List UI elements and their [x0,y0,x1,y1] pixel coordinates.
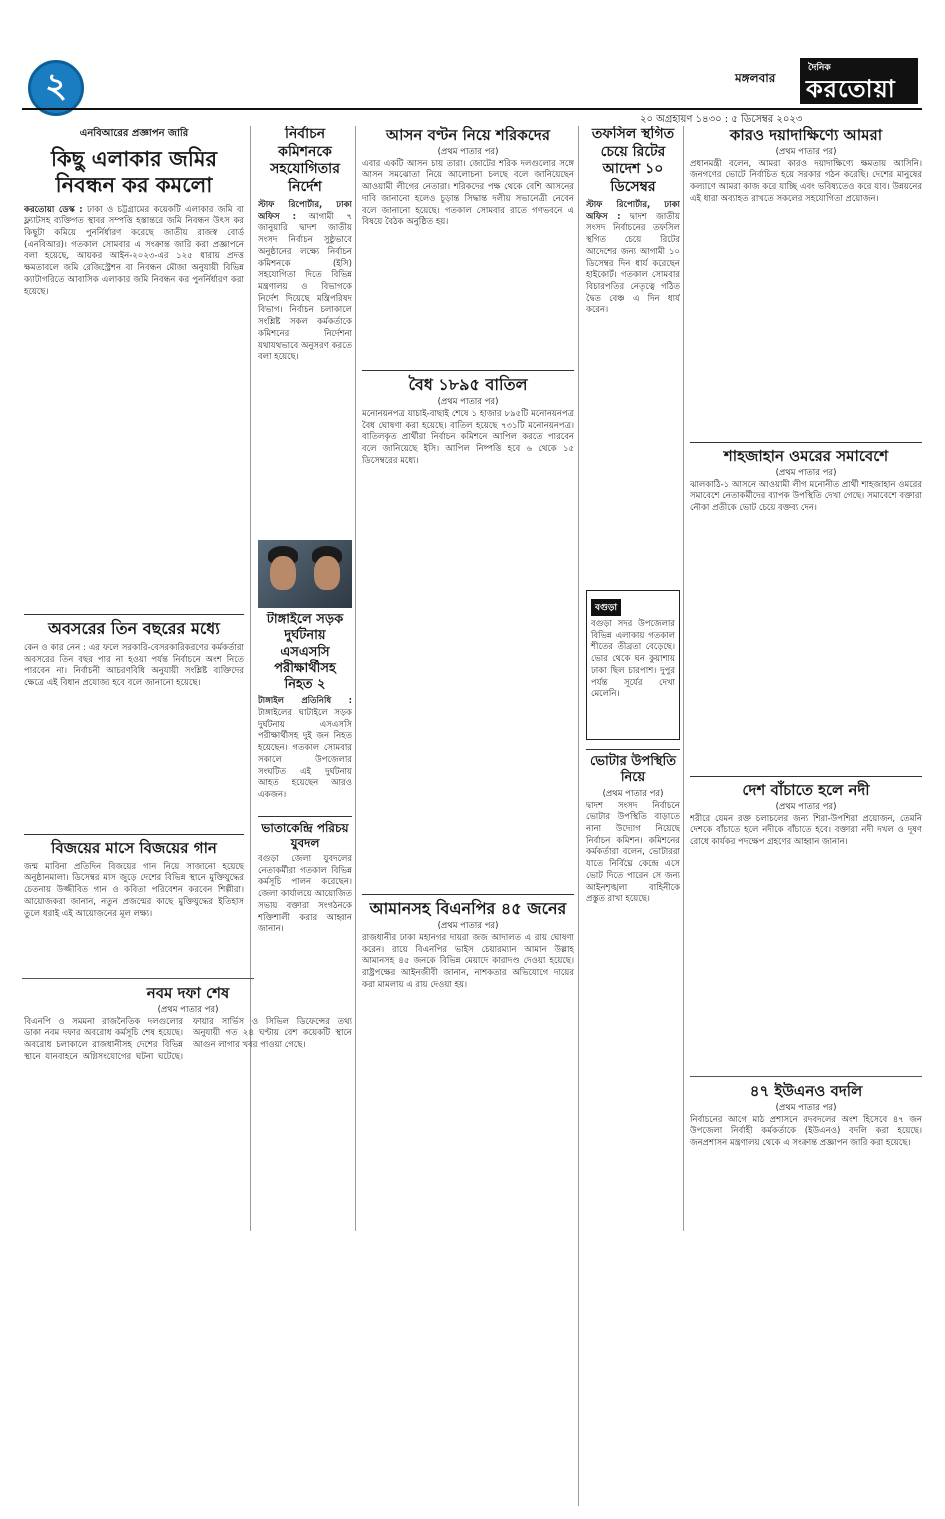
article-headline: ৪৭ ইউএনও বদলি [749,1082,863,1100]
article-no-mercy [690,126,922,434]
article-victory-song [24,830,244,975]
photo-face [314,556,340,590]
article-tangail-accident [258,612,352,807]
column-divider [683,126,684,1231]
article-schedule-stay [586,126,680,586]
article-text: ঝালকাঠি-১ আসনে আওয়ামী লীগ মনোনীত প্রার্থী শাহজাহান ওমরের সমাবেশে নেতাকর্মীদের ব্যাপক উপস্থিতি দেখা গেছে। সমাবেশে বক্তারা নৌকা প্রতীকে ভোট চেয়ে বক্তব্য দেন। [690,479,922,514]
article-headline: অবসরের তিন বছরের মধ্যে [48,619,220,638]
article-body [258,200,352,364]
masthead-rule [22,108,922,110]
article-text: বিএনপি ও সমমনা রাজনৈতিক দলগুলোর ডাকা নবম দফার অবরোধ কর্মসূচি শেষ হয়েছে। অবরোধ চলাকালে রাজধানীসহ দেশের বিভিন্ন স্থানে যানবাহনে অগ্নিসংযোগের ঘটনা ঘটেছে। ফায়ার সার্ভিস ও সিভিল ডিফেন্সের তথ্য অনুযায়ী গত ২৪ ঘণ্টায় বেশ কয়েকটি স্থানে আগুন লাগার খবর পাওয়া গেছে। [24,1016,352,1062]
article-headline: ভোটার উপস্থিতি নিয়ে [589,754,676,786]
article-kicker: (প্রথম পাতার পর) [775,801,837,812]
column-divider [578,126,579,1506]
article-three-years [24,610,244,825]
article-body [24,205,244,299]
page-number-badge: ২ [28,60,84,116]
article-kicker: এনবিআরের প্রজ্ঞাপন জারি [79,128,189,139]
article-headline: বৈধ ১৮৯৫ বাতিল [408,375,528,394]
article-text: এবার একটি আসন চায় তারা। জোটের শরিক দলগুলোর সঙ্গে আসন সমঝোতা নিয়ে আলোচনা চলছে বলে জানিয়েছেন আওয়ামী লীগের নেতারা। শরিকদের পক্ষ থেকে বেশি আসনের দাবি জানানো হলেও চূড়ান্ত সিদ্ধান্ত দলীয় সভানেত্রী নেবেন বলে জানানো হয়েছে। গতকাল সোমবার রাতে গণভবনে এ বিষয়ে বৈঠক অনুষ্ঠিত হয়। [362,158,574,228]
article-headline: তফসিল স্থগিত চেয়ে রিটের আদেশ ১০ ডিসেম্বর [591,126,675,195]
article-body [586,200,680,317]
article-text: মনোনয়নপত্র যাচাই-বাছাই শেষে ১ হাজার ৮৯৫টি মনোনয়নপত্র বৈধ ঘোষণা করা হয়েছে। বাতিল হয়েছে ৭৩১টি মনোনয়নপত্র। বাতিলকৃত প্রার্থীরা নির্বাচন কমিশনে আপিল করতে পারবেন বলে জানিয়েছে ইসি। আপিল নিষ্পত্তি হবে ৬ থেকে ১৫ ডিসেম্বরের মধ্যে। [362,409,574,466]
divider [24,614,244,615]
article-save-river [690,772,922,1072]
article-land-registration [24,126,244,606]
divider [690,776,922,777]
divider [258,816,352,817]
article-kicker: (প্রথম পাতার পর) [775,467,837,478]
article-text: রাজধানীর ঢাকা মহানগর দায়রা জজ আদালত এ রায় ঘোষণা করেন। রায়ে বিএনপির ভাইস চেয়ারম্যান আমান উল্লাহ আমানসহ ৪৫ জনকে বিভিন্ন মেয়াদে কারাদণ্ড দেওয়া হয়েছে। রাষ্ট্রপক্ষের আইনজীবী জানান, নাশকতার অভিযোগে দায়ের করা মামলায় এ রায় দেওয়া হয়। [362,933,574,990]
article-headline: কারও দয়াদাক্ষিণ্যে আমরা [729,126,883,144]
article-headline: নবম দফা শেষ [146,984,230,1002]
article-bnp-verdict [362,890,574,1220]
article-headline: আমানসহ বিএনপির ৪৫ জনের [369,899,567,918]
article-text: নির্বাচনের আগে মাঠ প্রশাসনে রদবদলের অংশ হিসেবে ৪৭ জন উপজেলা নির্বাহী কর্মকর্তাকে (ইউএনও) বদলি করা হয়েছে। জনপ্রশাসন মন্ত্রণালয় থেকে এ সংক্রান্ত প্রজ্ঞাপন জারি করা হয়েছে। [690,1114,922,1149]
article-text: জন্ম মাবিনা প্রতিদিন বিজয়ের গান নিয়ে সাজানো হয়েছে অনুষ্ঠানমালা। ডিসেম্বর মাস জুড়ে দেশের বিভিন্ন স্থানে মুক্তিযুদ্ধের চেতনায় উজ্জীবিত গান ও কবিতা পরিবেশন করবেন শিল্পীরা। আয়োজকরা জানান, নতুন প্রজন্মের কাছে মুক্তিযুদ্ধের ইতিহাস তুলে ধরাই এই আয়োজনের মূল লক্ষ্য। [24,861,244,919]
article-nomination-valid [362,366,574,886]
section-rule [690,1076,922,1077]
divider [586,749,680,750]
article-headline: শাহজাহান ওমরের সমাবেশে [723,447,889,465]
section-label: বগুড়া [591,599,621,616]
divider [690,442,922,443]
article-headline: আসন বণ্টন নিয়ে শরিকদের [386,126,550,144]
newspaper-prefix: দৈনিক [808,63,831,73]
article-byline: স্টাফ রিপোর্টার, ঢাকা অফিস : [586,200,680,222]
article-election-commission [258,126,352,536]
divider [362,894,574,895]
article-headline: ভাতাকেন্দ্রি পরিচয় যুবদল [261,821,349,850]
article-headline: বিজয়ের মাসে বিজয়ের গান [51,839,217,857]
article-kicker: (প্রথম পাতার পর) [775,1102,837,1113]
photo-face [270,556,296,590]
article-text: বগুড়া জেলা যুবদলের নেতাকর্মীরা গতকাল বিভিন্ন কর্মসূচি পালন করেছেন। জেলা কার্যালয়ে আয়োজিত সভায় বক্তারা সংগঠনকে শক্তিশালী করার আহ্বান জানান। [258,854,352,935]
article-headline: নির্বাচন কমিশনকে সহযোগিতার নির্দেশ [270,126,340,195]
article-text: দ্বাদশ সংসদ নির্বাচনে ভোটার উপস্থিতি বাড়াতে নানা উদ্যোগ নিয়েছে নির্বাচন কমিশন। কমিশনের কর্মকর্তারা বলেন, ভোটাররা যাতে নির্বিঘ্নে কেন্দ্রে এসে ভোট দিতে পারেন সে জন্য আইনশৃঙ্খলা বাহিনীকে প্রস্তুত রাখা হয়েছে। [586,800,680,905]
article-seat-sharing [362,126,574,362]
article-kicker: (প্রথম পাতার পর) [775,146,837,157]
article-uno-transfer [690,1082,922,1502]
article-kicker: (প্রথম পাতার পর) [157,1004,219,1015]
section-rule [22,978,254,979]
day-label: মঙ্গলবার [735,71,776,85]
article-body [258,696,352,801]
article-youth-wing [258,812,352,972]
article-text: টাঙ্গাইলের ঘাটাইলে সড়ক দুর্ঘটনায় এসএসসি পরীক্ষার্থীসহ দুই জন নিহত হয়েছেন। গতকাল সোমবার সকালে উপজেলার সংঘটিত এই দুর্ঘটনায় আহত হয়েছেন আরও একজন। [258,707,352,800]
article-text: প্রধানমন্ত্রী বলেন, আমরা কারও দয়াদাক্ষিণ্যে ক্ষমতায় আসিনি। জনগণের ভোটে নির্বাচিত হয়ে সরকার গঠন করেছি। দেশের মানুষের কল্যাণে আমরা কাজ করে যাচ্ছি এবং ভবিষ্যতেও করে যাব। উন্নয়নের এই ধারা অব্যাহত রাখতে সকলের সহযোগিতা প্রয়োজন। [690,158,922,204]
article-kicker: (প্রথম পাতার পর) [437,146,499,157]
article-headline: টাঙ্গাইলে সড়ক দুর্ঘটনায় এসএসসি পরীক্ষার্থীসহ নিহত ২ [266,612,344,692]
article-text: শরীরে যেমন রক্ত চলাচলের জন্য শিরা-উপশিরা প্রয়োজন, তেমনি দেশকে বাঁচাতে হলে নদীকে বাঁচাতে হবে। বক্তারা নদী দখল ও দূষণ রোধে কার্যকর পদক্ষেপ গ্রহণের আহ্বান জানান। [690,813,922,848]
article-kicker: (প্রথম পাতার পর) [602,788,664,799]
article-byline: করতোয়া ডেস্ক : [24,204,83,215]
article-headline: দেশ বাঁচাতে হলে নদী [742,781,870,799]
article-kicker: (প্রথম পাতার পর) [437,397,499,407]
article-text: ঢাকা ও চট্টগ্রামের কয়েকটি এলাকার জমি বা ফ্ল্যাটসহ ব্যক্তিগত স্থাবর সম্পত্তি হস্তান্তরে জমি নিবন্ধন উৎস কর কিছুটা কমিয়ে পুনর্নির্ধারণ করেছে জাতীয় রাজস্ব বোর্ড (এনবিআর)। গতকাল সোমবার এ সংক্রান্ত জারি করা প্রজ্ঞাপনে বলা হয়েছে, আয়কর আইন-২০২৩-এর ১২৫ ধারায় প্রদত্ত ক্ষমতাবলে জমি রেজিস্ট্রেশন বা নিবন্ধন মৌজা অনুযায়ী বিভিন্ন ক্যাটাগরিতে আবাসিক এলাকার জমি নিবন্ধন কর পুনর্নির্ধারণ করা হয়েছে। [24,204,244,297]
divider [362,370,574,371]
article-text: দ্বাদশ জাতীয় সংসদ নির্বাচনের তফসিল স্থগিত চেয়ে রিটের আদেশের জন্য আগামী ১০ ডিসেম্বর দিন ধার্য করেছেন হাইকোর্ট। গতকাল সোমবার বিচারপতির নেতৃত্বে গঠিত দ্বৈত বেঞ্চ এ দিন ধার্য করেন। [586,211,680,316]
article-byline: টাঙ্গাইল প্রতিনিধি : [258,696,352,707]
dateline: ২০ অগ্রহায়ণ ১৪৩০ : ৫ ডিসেম্বর ২০২৩ [640,114,803,125]
article-bogura-brief [586,590,680,740]
newspaper-name: করতোয়া [806,75,896,103]
article-text: কেন ও কার নেন : এর ফলে সরকারি-বেসরকারিকরণের কর্মকর্তারা অবসরের তিন বছর পার না হওয়া পর্যন্ত নির্বাচনে অংশ নিতে পারবেন না। নির্বাচনী আচরণবিধি অনুযায়ী সংশ্লিষ্ট ব্যক্তিদের ক্ষেত্রে এই বিধান প্রযোজ্য হবে বলে জানানো হয়েছে। [24,643,244,689]
column-divider [355,126,356,1231]
newspaper-logo [800,58,918,104]
divider [24,834,244,835]
masthead [0,0,945,125]
article-voter-turnout [586,745,680,1225]
article-shahjahan-rally [690,438,922,768]
article-ninth-phase [24,984,352,1504]
article-text: বগুড়া সদর উপজেলার বিভিন্ন এলাকায় গতকাল শীতের তীব্রতা বেড়েছে। ভোর থেকে ঘন কুয়াশায় ঢাকা ছিল চারপাশ। দুপুর পর্যন্ত সূর্যের দেখা মেলেনি। [591,619,675,700]
victims-photo [258,540,352,608]
article-kicker: (প্রথম পাতার পর) [437,921,499,931]
article-headline: কিছু এলাকার জমির নিবন্ধন কর কমলো [50,147,218,198]
article-text: আগামী ৭ জানুয়ারি দ্বাদশ জাতীয় সংসদ নির্বাচন সুষ্ঠুভাবে অনুষ্ঠানের লক্ষ্যে নির্বাচন কমিশনকে (ইসি) সহযোগিতা দিতে বিভিন্ন মন্ত্রণালয় ও বিভাগকে নির্দেশ দিয়েছে মন্ত্রিপরিষদ বিভাগ। নির্বাচন চলাকালে সংশ্লিষ্ট সকল কর্মকর্তাকে কমিশনের নির্দেশনা যথাযথভাবে অনুসরণ করতে বলা হয়েছে। [258,211,352,363]
article-byline: স্টাফ রিপোর্টার, ঢাকা অফিস : [258,200,352,222]
